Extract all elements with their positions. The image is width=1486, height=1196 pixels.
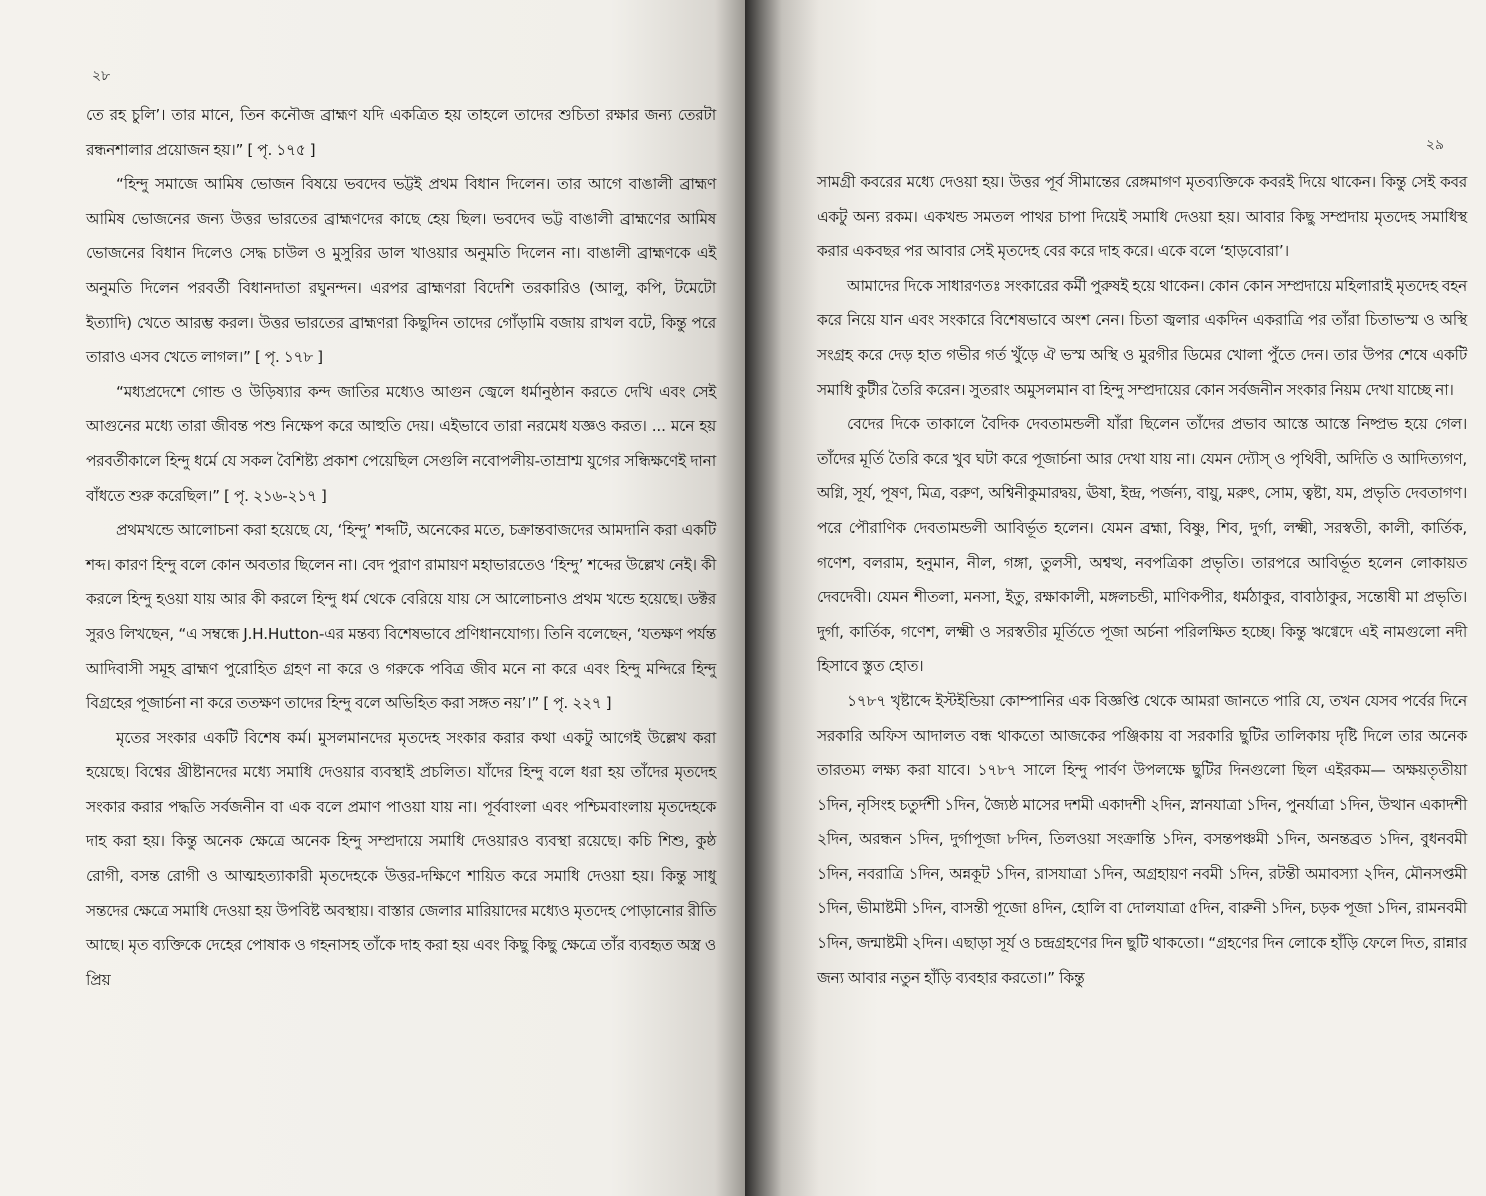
paragraph: আমাদের দিকে সাধারণতঃ সংকারের কর্মী পুরুষই হয়ে থাকেন। কোন কোন সম্প্রদায়ে মহিলারাই মৃতদেহ বহন করে নিয়ে যান এবং সংকারে বিশেষভাবে অংশ নেন। চিতা জ্বলার একদিন একরাত্রি পর তাঁরা চিতাভস্ম ও অস্থি সংগ্রহ করে দেড় হাত গভীর গর্ত খুঁড়ে ঐ ভস্ম অস্থি ও মুরগীর ডিমের খোলা পুঁতে দেন। তার উপর শেষে একটি সমাধি কুটীর তৈরি করেন। সুতরাং অমুসলমান বা হিন্দু সম্প্রদায়ের কোন সর্বজনীন সংকার নিয়ম দেখা যাচ্ছে না।	[817, 276, 1467, 399]
paragraph: মৃতের সংকার একটি বিশেষ কর্ম। মুসলমানদের মৃতদেহ সংকার করার কথা একটু আগেই উল্লেখ করা হয়েছে। বিশ্বের খ্রীষ্টানদের মধ্যে সমাধি দেওয়ার ব্যবস্থাই প্রচলিত। যাঁদের হিন্দু বলে ধরা হয় তাঁদের মৃতদেহ সংকার করার পদ্ধতি সর্বজনীন বা এক বলে প্রমাণ পাওয়া যায় না। পূর্ববাংলা এবং পশ্চিমবাংলায় মৃতদেহকে দাহ করা হয়। কিন্তু অনেক ক্ষেত্রে অনেক হিন্দু সম্প্রদায়ে সমাধি দেওয়ারও ব্যবস্থা রয়েছে। কচি শিশু, কুষ্ঠ রোগী, বসন্ত রোগী ও আত্মহত্যাকারী মৃতদেহকে উত্তর-দক্ষিণে শায়িত করে সমাধি দেওয়া হয়। কিন্তু সাধু সন্তদের ক্ষেত্রে সমাধি দেওয়া হয় উপবিষ্ট অবস্থায়। বাস্তার জেলার মারিয়াদের মধ্যেও মৃতদেহ পোড়ানোর রীতি আছে। মৃত ব্যক্তিকে দেহের পোষাক ও গহনাসহ তাঁকে দাহ করা হয় এবং কিছু কিছু ক্ষেত্রে তাঁর ব্যবহৃত অস্ত্র ও প্রিয়	[86, 728, 716, 989]
paragraph: প্রথমখন্ডে আলোচনা করা হয়েছে যে, ‘হিন্দু’ শব্দটি, অনেকের মতে, চক্রান্তবাজদের আমদানি করা একটি শব্দ। কারণ হিন্দু বলে কোন অবতার ছিলেন না। বেদ পুরাণ রামায়ণ মহাভারতেও ‘হিন্দু’ শব্দের উল্লেখ নেই। কী করলে হিন্দু হওয়া যায় আর কী করলে হিন্দু ধর্ম থেকে বেরিয়ে যায় সে আলোচনাও প্রথম খন্ডে হয়েছে। ডক্টর সুরও লিখছেন, “এ সম্বন্ধে J.H.Hutton-এর মন্তব্য বিশেষভাবে প্রণিধানযোগ্য। তিনি বলেছেন, ‘যতক্ষণ পর্যন্ত আদিবাসী সমূহ ব্রাহ্মণ পুরোহিত গ্রহণ না করে ও গরুকে পবিত্র জীব মনে না করে এবং হিন্দু মন্দিরে হিন্দু বিগ্রহের পূজার্চনা না করে ততক্ষণ তাদের হিন্দু বলে অভিহিত করা সঙ্গত নয়’।” [ পৃ. ২২৭ ]	[86, 521, 716, 713]
paragraph: সামগ্রী কবরের মধ্যে দেওয়া হয়। উত্তর পূর্ব সীমান্তের রেঙ্গমাগণ মৃতব্যক্তিকে কবরই দিয়ে থাকেন। কিন্তু সেই কবর একটু অন্য রকম। একখন্ড সমতল পাথর চাপা দিয়েই সমাধি দেওয়া হয়। আবার কিছু সম্প্রদায় মৃতদেহ সমাধিস্থ করার একবছর পর আবার সেই মৃতদেহ বের করে দাহ করে। একে বলে ‘হাড়বোরা’।	[817, 173, 1467, 261]
page-number-left: ২৮	[92, 68, 111, 84]
paragraph: তে রহ চুলি’। তার মানে, তিন কনৌজ ব্রাহ্মণ যদি একত্রিত হয় তাহলে তাদের শুচিতা রক্ষার জন্য তেরটা রন্ধনশালার প্রয়োজন হয়।” [ পৃ. ১৭৫ ]	[86, 106, 716, 159]
paragraph: বেদের দিকে তাকালে বৈদিক দেবতামন্ডলী যাঁরা ছিলেন তাঁদের প্রভাব আস্তে আস্তে নিষ্প্রভ হয়ে গেল। তাঁদের মূর্তি তৈরি করে খুব ঘটা করে পূজার্চনা আর দেখা যায় না। যেমন দ্যৌস্ ও পৃথিবী, অদিতি ও আদিত্যগণ, অগ্নি, সূর্য, পূষণ, মিত্র, বরুণ, অশ্বিনীকুমারদ্বয়, ঊষা, ইন্দ্র, পর্জন্য, বায়ু, মরুৎ, সোম, ত্বষ্টা, যম, প্রভৃতি দেবতাগণ। পরে পৌরাণিক দেবতামন্ডলী আবির্ভূত হলেন। যেমন ব্রহ্মা, বিষ্ণু, শিব, দুর্গা, লক্ষ্মী, সরস্বতী, কালী, কার্তিক, গণেশ, বলরাম, হনুমান, নীল, গঙ্গা, তুলসী, অশ্বত্থ, নবপত্রিকা প্রভৃতি। তারপরে আবির্ভূত হলেন লোকায়ত দেবদেবী। যেমন শীতলা, মনসা, ইতু, রক্ষাকালী, মঙ্গলচন্ডী, মাণিকপীর, ধর্মঠাকুর, বাবাঠাকুর, সন্তোষী মা প্রভৃতি। দুর্গা, কার্তিক, গণেশ, লক্ষ্মী ও সরস্বতীর মূর্তিতে পূজা অর্চনা পরিলক্ষিত হচ্ছে। কিন্তু ঋগ্বেদে এই নামগুলো নদী হিসাবে স্তুত হোত।	[817, 415, 1467, 676]
paragraph: “হিন্দু সমাজে আমিষ ভোজন বিষয়ে ভবদেব ভট্টই প্রথম বিধান দিলেন। তার আগে বাঙালী ব্রাহ্মণ আমিষ ভোজনের জন্য উত্তর ভারতের ব্রাহ্মণদের কাছে হেয় ছিল। ভবদেব ভট্ট বাঙালী ব্রাহ্মণের আমিষ ভোজনের বিধান দিলেও সেদ্ধ চাউল ও মুসুরির ডাল খাওয়ার অনুমতি দিলেন না। বাঙালী ব্রাহ্মণকে এই অনুমতি দিলেন পরবর্তী বিধানদাতা রঘুনন্দন। এরপর ব্রাহ্মণরা বিদেশি তরকারিও (আলু, কপি, টমেটো ইত্যাদি) খেতে আরম্ভ করল। উত্তর ভারতের ব্রাহ্মণরা কিছুদিন তাদের গোঁড়ামি বজায় রাখল বটে, কিন্তু পরে তারাও এসব খেতে লাগল।” [ পৃ. ১৭৮ ]	[86, 175, 716, 367]
paragraph: “মধ্যপ্রদেশে গোন্ড ও উড়িষ্যার কন্দ জাতির মধ্যেও আগুন জ্বেলে ধর্মানুষ্ঠান করতে দেখি এবং সেই আগুনের মধ্যে তারা জীবন্ত পশু নিক্ষেপ করে আহুতি দেয়। এইভাবে তারা নরমেধ যজ্ঞও করত। ... মনে হয় পরবর্তীকালে হিন্দু ধর্মে যে সকল বৈশিষ্ট্য প্রকাশ পেয়েছিল সেগুলি নবোপলীয়-তাম্রাশ্ম যুগের সন্ধিক্ষণেই দানা বাঁধতে শুরু করেছিল।” [ পৃ. ২১৬-২১৭ ]	[86, 382, 716, 505]
page-number-right: ২৯	[1425, 137, 1444, 153]
paragraph: ১৭৮৭ খৃষ্টাব্দে ইস্টইন্ডিয়া কোম্পানির এক বিজ্ঞপ্তি থেকে আমরা জানতে পারি যে, তখন যেসব পর্বের দিনে সরকারি অফিস আদালত বন্ধ থাকতো আজকের পঞ্জিকায় বা সরকারি ছুটির তালিকায় দৃষ্টি দিলে তার অনেক তারতম্য লক্ষ্য করা যাবে। ১৭৮৭ সালে হিন্দু পার্বণ উপলক্ষে ছুটির দিনগুলো ছিল এইরকম— অক্ষয়তৃতীয়া ১দিন, নৃসিংহ চতুর্দশী ১দিন, জ্যৈষ্ঠ মাসের দশমী একাদশী ২দিন, স্নানযাত্রা ১দিন, পুনর্যাত্রা ১দিন, উত্থান একাদশী ২দিন, অরন্ধন ১দিন, দুর্গাপূজা ৮দিন, তিলওয়া সংক্রান্তি ১দিন, বসন্তপঞ্চমী ১দিন, অনন্তব্রত ১দিন, বুধনবমী ১দিন, নবরাত্রি ১দিন, অন্নকূট ১দিন, রাসযাত্রা ১দিন, অগ্রহায়ণ নবমী ১দিন, রটন্তী অমাবস্যা ২দিন, মৌনসপ্তমী ১দিন, ভীমাষ্টমী ১দিন, বাসন্তী পূজো ৪দিন, হোলি বা দোলযাত্রা ৫দিন, বারুনী ১দিন, চড়ক পূজা ১দিন, রামনবমী ১দিন, জন্মাষ্টমী ২দিন। এছাড়া সূর্য ও চন্দ্রগ্রহণের দিন ছুটি থাকতো। “গ্রহণের দিন লোকে হাঁড়ি ফেলে দিত, রান্নার জন্য আবার নতুন হাঁড়ি ব্যবহার করতো।” কিন্তু	[817, 691, 1467, 987]
right-page	[745, 0, 1486, 1196]
